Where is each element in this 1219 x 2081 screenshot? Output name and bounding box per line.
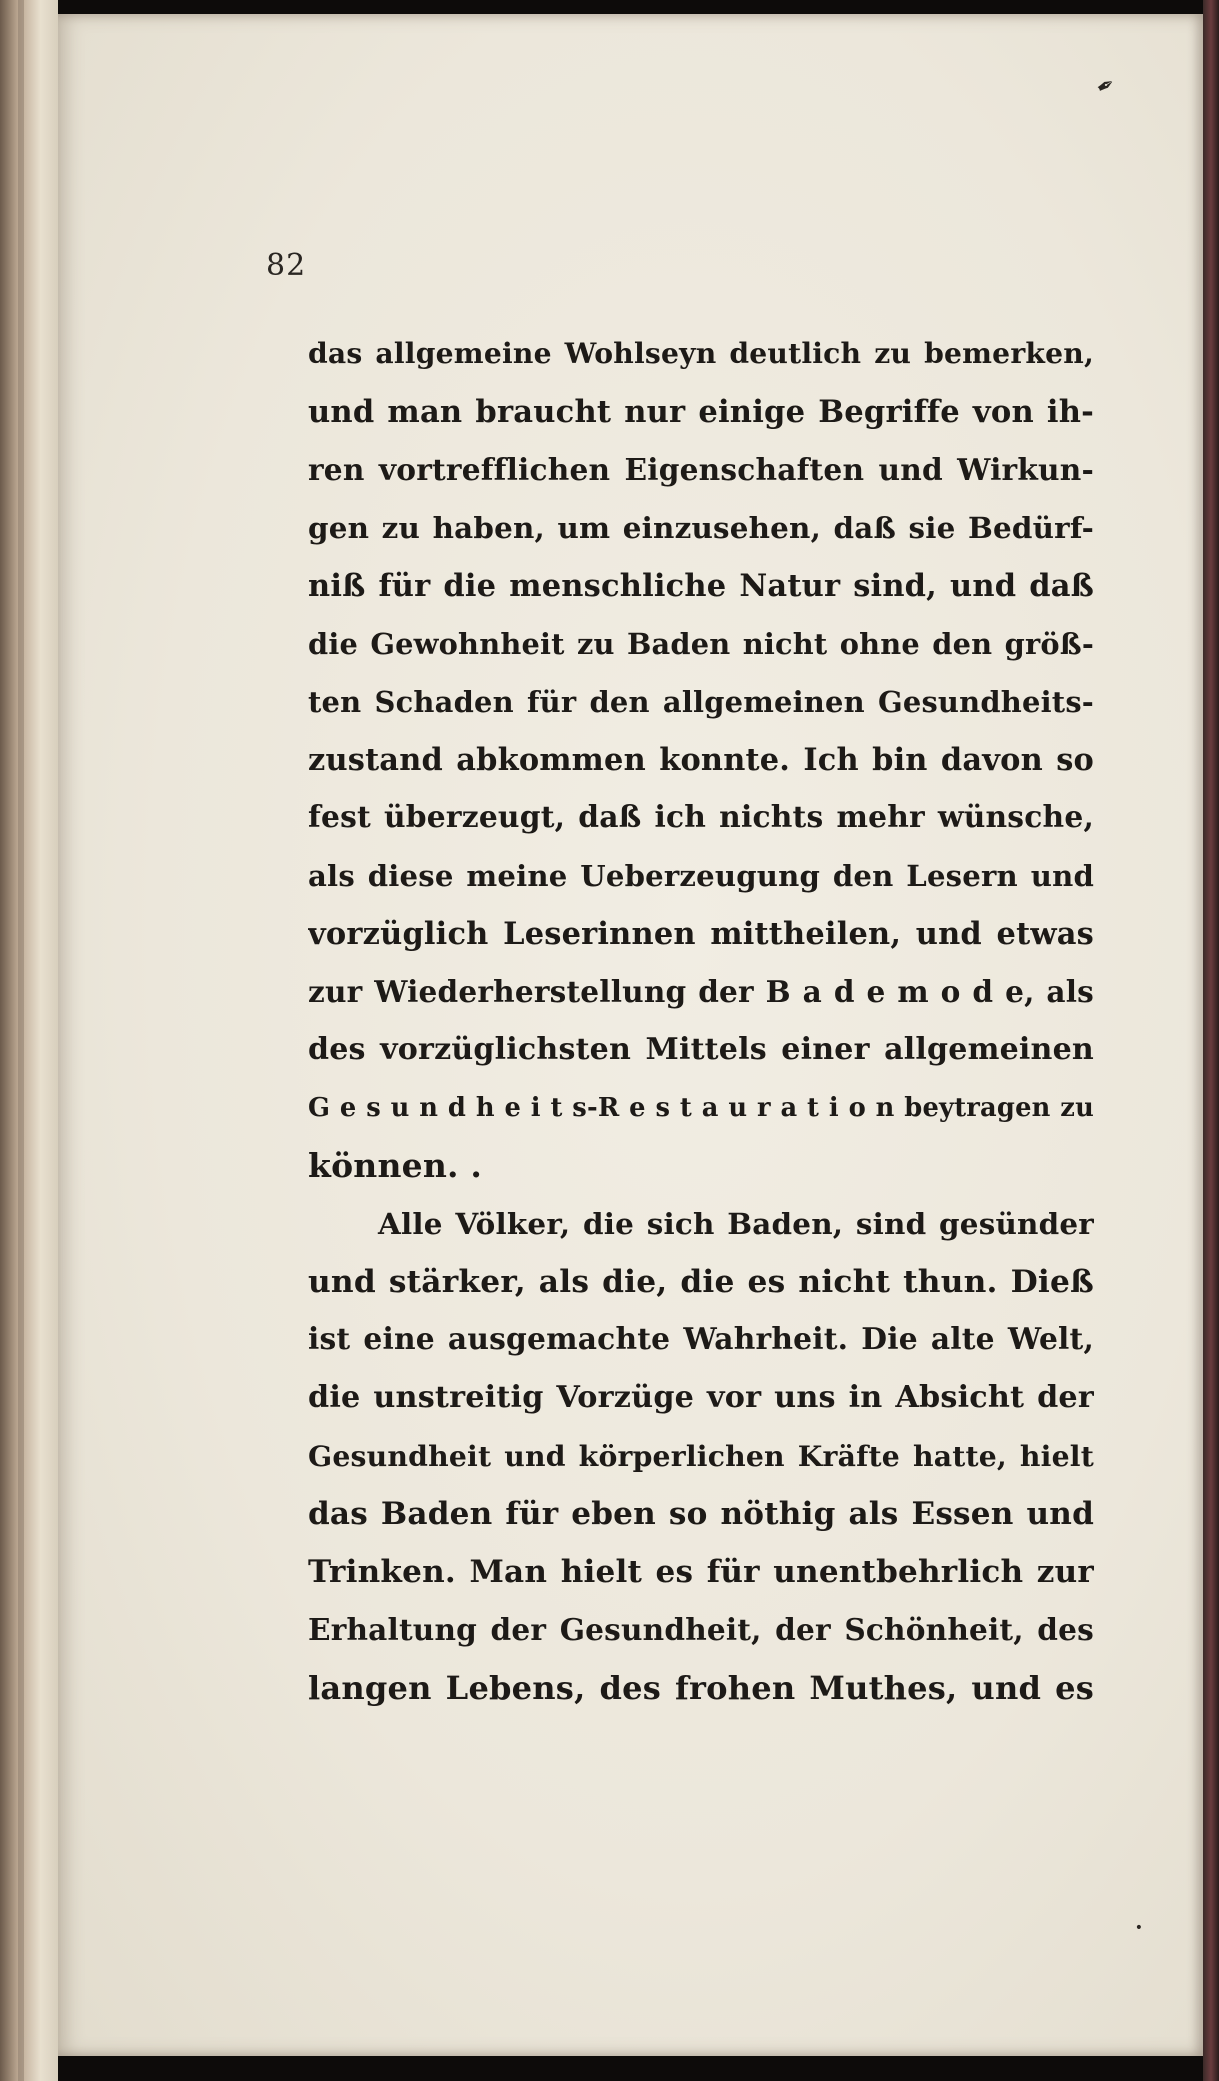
body-text (308, 325, 1094, 1717)
text-line: fest überzeugt, daß ich nichts mehr wünsche, (308, 800, 1094, 835)
text-line: ten Schaden für den allgemeinen Gesundheits- (308, 685, 1094, 719)
ink-speck-mark: ✒ (1091, 71, 1121, 102)
text-line: vorzüglich Leserinnen mittheilen, und etwas (308, 916, 1094, 952)
text-line: können. . (308, 1146, 483, 1185)
text-line: ren vortrefflichen Eigenschaften und Wirkun- (308, 452, 1094, 487)
text-line: die Gewohnheit zu Baden nicht ohne den größ- (308, 627, 1094, 661)
text-line: G e s u n d h e i t s-R e s t a u r a t i o n beytragen zu (308, 1093, 1094, 1123)
text-line: Gesundheit und körperlichen Kräfte hatte, hielt (308, 1439, 1094, 1473)
text-line: zur Wiederherstellung der B a d e m o d e, als (308, 974, 1094, 1009)
text-line: die unstreitig Vorzüge vor uns in Absicht der (308, 1380, 1094, 1415)
text-line: und man braucht nur einige Begriffe von ih- (308, 394, 1094, 430)
text-line: niß für die menschliche Natur sind, und daß (308, 568, 1094, 604)
ink-speck-mark: • (1134, 1920, 1143, 1936)
text-line: Alle Völker, die sich Baden, sind gesünder (378, 1206, 1094, 1241)
page-number: 82 (266, 248, 307, 283)
text-line: das Baden für eben so nöthig als Essen und (308, 1496, 1094, 1532)
text-line: ist eine ausgemachte Wahrheit. Die alte Welt, (308, 1322, 1094, 1357)
text-line: des vorzüglichsten Mittels einer allgemeinen (308, 1032, 1094, 1067)
text-line: Trinken. Man hielt es für unentbehrlich zur (308, 1554, 1094, 1590)
text-line: langen Lebens, des frohen Muthes, und es (308, 1669, 1094, 1707)
book-cover-edge (1203, 0, 1219, 2081)
book-binding-edge (0, 0, 58, 2081)
text-line: zustand abkommen konnte. Ich bin davon so (308, 742, 1094, 778)
text-line: das allgemeine Wohlseyn deutlich zu bemerken, (308, 337, 1094, 370)
text-line: gen zu haben, um einzusehen, daß sie Bedürf- (308, 510, 1094, 545)
text-line: Erhaltung der Gesundheit, der Schönheit, des (308, 1612, 1094, 1647)
text-line: und stärker, als die, die es nicht thun. Dieß (308, 1264, 1094, 1300)
text-line: als diese meine Ueberzeugung den Lesern und (308, 859, 1094, 893)
